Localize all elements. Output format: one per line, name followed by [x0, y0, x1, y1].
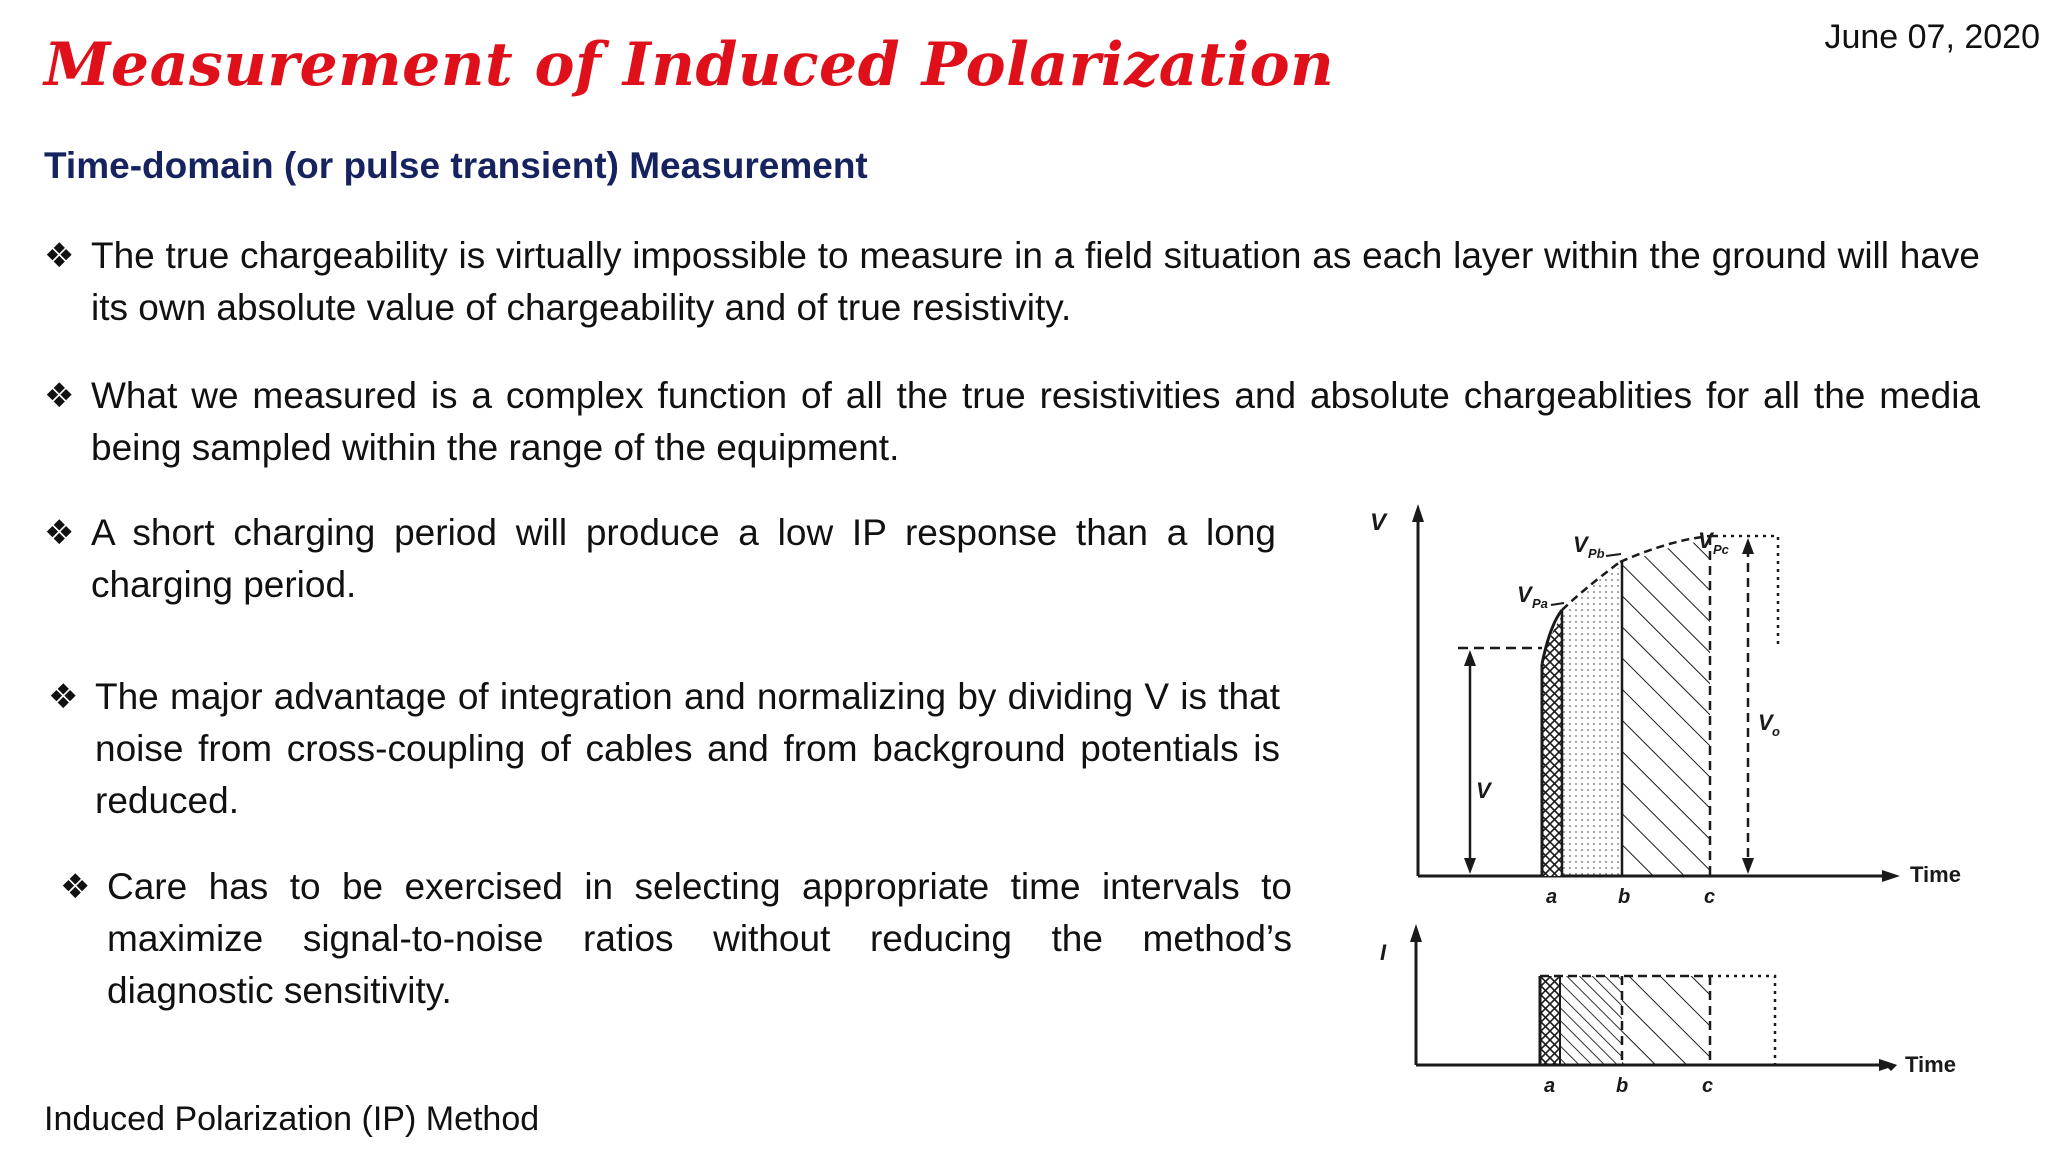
i-axis-arrow-icon — [1410, 924, 1422, 942]
voltage-decay-graph — [1370, 500, 1961, 908]
tick-a: a — [1546, 886, 1558, 908]
time-axis-bottom-arrow-icon — [1879, 1059, 1897, 1071]
bullet-item-2 — [44, 370, 1980, 474]
slide-subtitle: Time-domain (or pulse transient) Measurement — [44, 145, 868, 186]
diamond-bullet-icon: ❖ — [44, 377, 75, 415]
time-axis-label: Time — [1910, 862, 1961, 887]
v-arrow-label: V — [1476, 778, 1491, 803]
ip-decay-figure — [1370, 500, 1961, 1100]
diamond-bullet-icon: ❖ — [60, 868, 91, 906]
tick-a-bottom: a — [1544, 1075, 1556, 1097]
diamond-bullet-icon: ❖ — [48, 678, 79, 716]
v-axis-label: V — [1370, 509, 1387, 536]
tick-b: b — [1618, 886, 1631, 908]
svg-text:Pa: Pa — [1532, 596, 1548, 611]
svg-text:Pc: Pc — [1713, 542, 1729, 557]
bullet-text-4: The major advantage of integration and normalizing by dividing V is that noise from cross-coupling of cables and from background potentials is reduced. — [95, 676, 1280, 821]
vo-label: V — [1758, 710, 1773, 735]
i-axis-label: I — [1380, 940, 1387, 965]
bullet-item-3 — [44, 507, 1276, 611]
diamond-bullet-icon: ❖ — [44, 237, 75, 275]
slide-title: Measurement of Induced Polarization — [44, 30, 1335, 100]
region-charge — [1542, 500, 1562, 876]
bullet-item-1 — [44, 230, 1980, 334]
vpa-label: V — [1517, 582, 1532, 607]
vpb-label: V — [1573, 532, 1588, 557]
bullet-text-5: Care has to be exercised in selecting appropriate time intervals to maximize signal-to-noise ratios without reducing the method’s diagnostic sensitivity. — [107, 866, 1292, 1011]
slide-date: June 07, 2020 — [1824, 18, 2040, 56]
vpc-label: V — [1698, 528, 1713, 553]
bullet-item-4 — [48, 671, 1280, 827]
svg-text:o: o — [1772, 724, 1780, 739]
slide-footer: Induced Polarization (IP) Method — [44, 1100, 540, 1138]
time-axis-arrow-icon — [1882, 870, 1900, 882]
bullet-text-2: What we measured is a complex function of all the true resistivities and absolute chargeablities for all the media being sampled within the range of the equipment. — [91, 375, 1980, 468]
diamond-bullet-icon: ❖ — [44, 514, 75, 552]
bullet-text-1: The true chargeability is virtually impossible to measure in a field situation as each layer within the ground will have its own absolute value of chargeability and of true resistivity. — [91, 235, 1980, 328]
bullet-item-5 — [60, 861, 1292, 1017]
time-axis-bottom-label: Time — [1905, 1052, 1956, 1077]
svg-text:Pb: Pb — [1588, 546, 1605, 561]
v-axis-arrow-icon — [1412, 504, 1424, 522]
tick-b-bottom: b — [1616, 1075, 1629, 1097]
tick-c-bottom: c — [1702, 1075, 1714, 1097]
tick-c: c — [1704, 886, 1716, 908]
bullet-text-3: A short charging period will produce a low IP response than a long charging period. — [91, 512, 1276, 605]
current-pulse-graph — [1380, 924, 1956, 1097]
